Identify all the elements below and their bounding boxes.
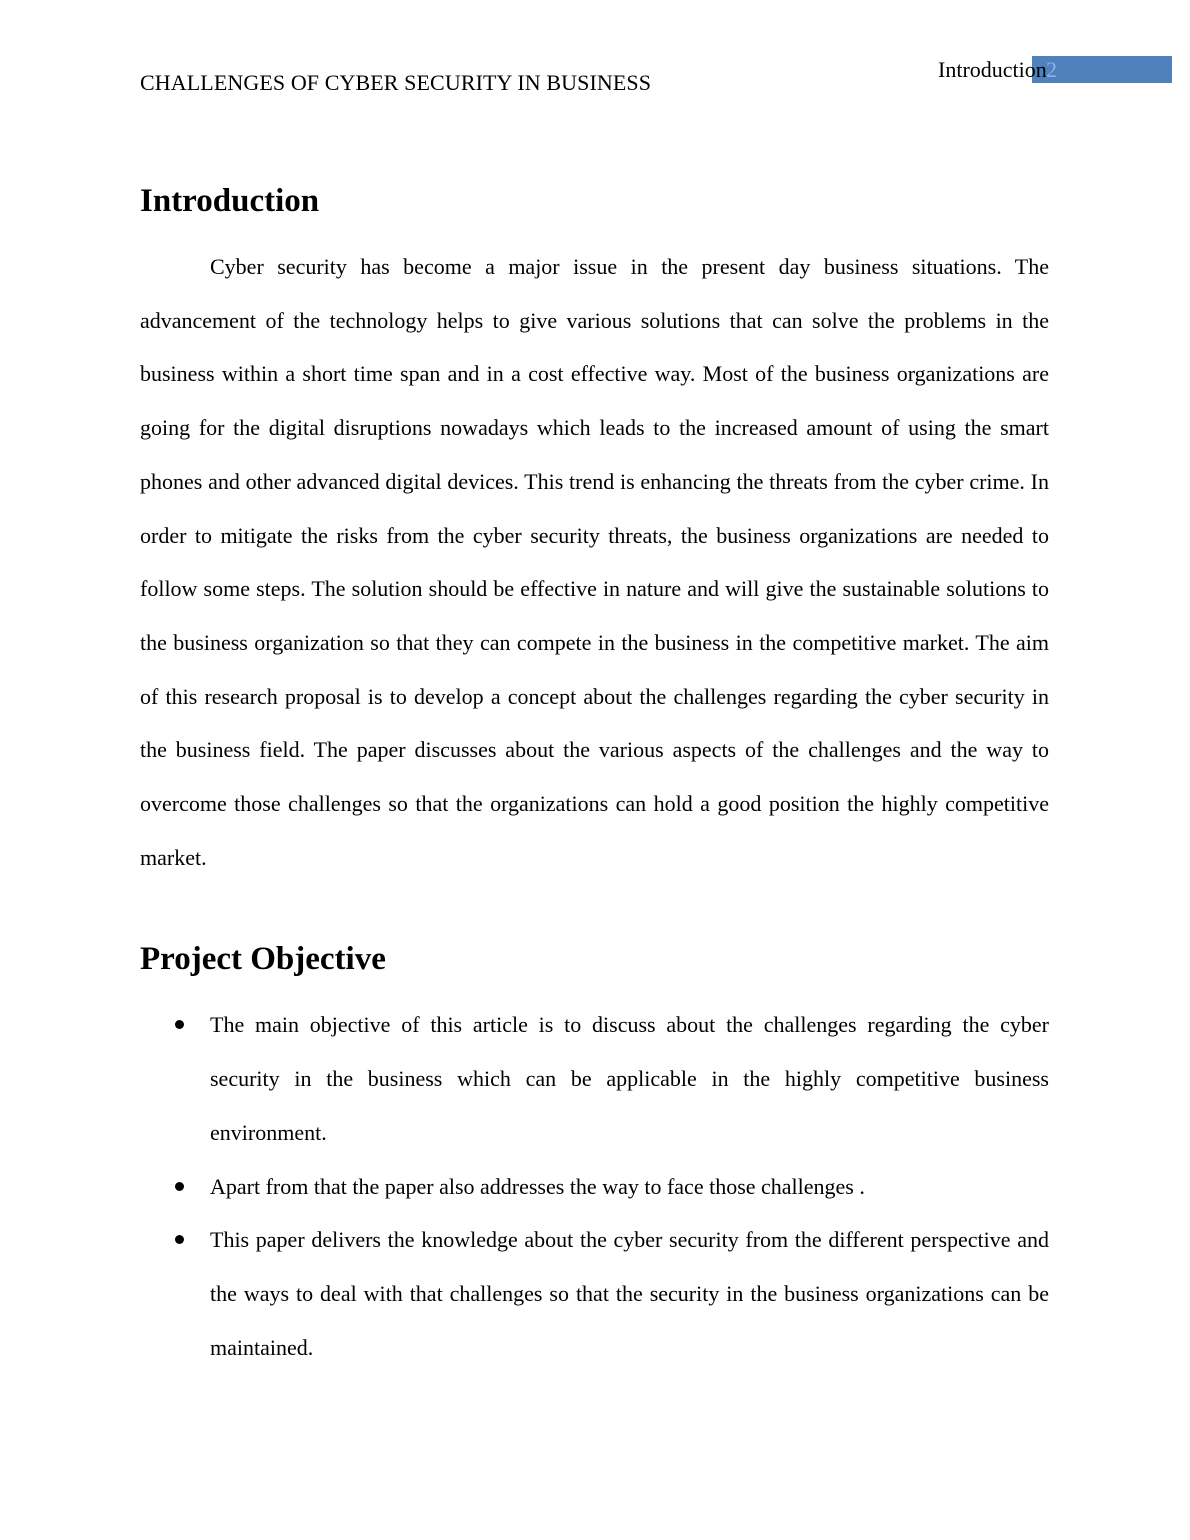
- page-number: 2: [1046, 57, 1057, 82]
- objective-text: This paper delivers the knowledge about the cyber security from the different perspective and the ways to deal with that challenges so that the security in the business organizations can be maintained.: [210, 1227, 1049, 1360]
- objective-list-item: [140, 1160, 1049, 1214]
- bullet-icon: [175, 1182, 184, 1191]
- header-section-label: Introduction: [938, 57, 1047, 82]
- running-head-title: CHALLENGES OF CYBER SECURITY IN BUSINESS: [140, 70, 652, 95]
- bullet-icon: [175, 1235, 184, 1244]
- project-objective-heading: Project Objective: [140, 941, 386, 978]
- bullet-icon: [175, 1020, 184, 1029]
- objective-list-item: [140, 998, 1049, 1159]
- introduction-heading: Introduction: [140, 183, 320, 219]
- document-body: [140, 183, 1049, 1374]
- objective-list: [140, 998, 1049, 1374]
- objective-list-item: [140, 1213, 1049, 1374]
- introduction-paragraph: Cyber security has become a major issue in the present day business situations. The advancement of the technology helps to give various solutions that can solve the problems in the business within a short time span and in a cost effective way. Most of the business organizations are going for the digital disruptions nowadays which leads to the increased amount of using the smart phones and other advanced digital devices. This trend is enhancing the threats from the cyber crime. In order to mitigate the risks from the cyber security threats, the business organizations are needed to follow some steps. The solution should be effective in nature and will give the sustainable solutions to the business organization so that they can compete in the business in the competitive market. The aim of this research proposal is to develop a concept about the challenges regarding the cyber security in the business field. The paper discusses about the various aspects of the challenges and the way to overcome those challenges so that the organizations can hold a good position the highly competitive market.: [140, 254, 1049, 870]
- objective-text: The main objective of this article is to discuss about the challenges regarding the cyber security in the business which can be applicable in the highly competitive business environment.: [210, 1012, 1049, 1145]
- objective-text: Apart from that the paper also addresses the way to face those challenges .: [210, 1173, 865, 1199]
